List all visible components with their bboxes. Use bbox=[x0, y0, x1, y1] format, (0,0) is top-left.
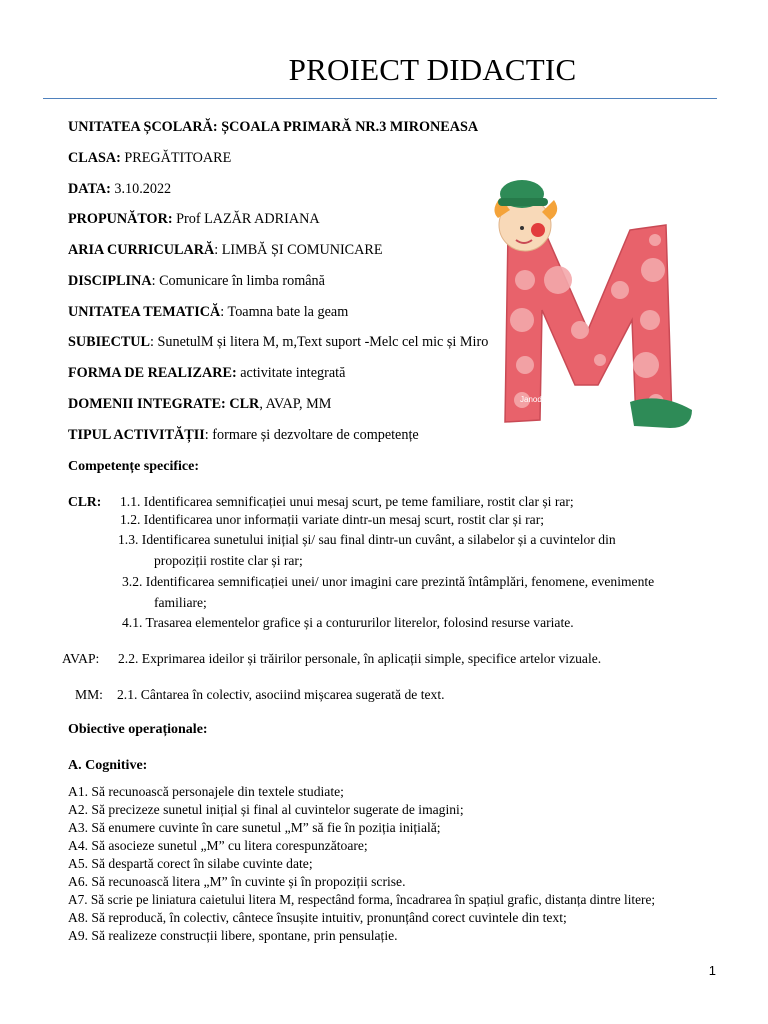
title-rule bbox=[43, 98, 717, 99]
objective-a9: A9. Să realizeze construcții libere, spontane, prin pensulație. bbox=[68, 928, 398, 943]
clown-nose bbox=[531, 223, 545, 237]
field-aria: ARIA CURRICULARĂ: LIMBĂ ȘI COMUNICARE bbox=[68, 242, 383, 258]
field-tipul: TIPUL ACTIVITĂȚII: formare și dezvoltare de competențe bbox=[68, 427, 419, 443]
clr-item-4-cont: familiare; bbox=[154, 595, 207, 610]
objective-a8: A8. Să reproducă, în colectiv, cântece însușite intuitiv, pronunțând corect cuvintele din text; bbox=[68, 910, 567, 925]
field-unitatea-tematica: UNITATEA TEMATICĂ: Toamna bate la geam bbox=[68, 304, 349, 320]
field-subiectul: SUBIECTUL: SunetulM și litera M, m,Text suport -Melc cel mic și Miro bbox=[68, 334, 489, 350]
field-data: DATA: 3.10.2022 bbox=[68, 181, 172, 197]
objective-a1: A1. Să recunoască personajele din textele studiate; bbox=[68, 784, 344, 799]
objective-a7: A7. Să scrie pe liniatura caietului litera M, respectând forma, încadrarea în spațiul grafic, distanța dintre litere; bbox=[68, 892, 656, 907]
brand-label: Janod bbox=[520, 395, 542, 404]
field-clasa: CLASA: PREGĂTITOARE bbox=[68, 150, 232, 166]
clr-item-2: 1.2. Identificarea unor informații variate dintr-un mesaj scurt, rostit clar și rar; bbox=[120, 512, 545, 527]
avap-item: 2.2. Exprimarea ideilor și trăirilor personale, în aplicații simple, specifice artelor vizuale. bbox=[118, 651, 602, 666]
field-forma: FORMA DE REALIZARE: activitate integrată bbox=[68, 365, 346, 381]
field-domenii: DOMENII INTEGRATE: CLR, AVAP, MM bbox=[68, 396, 332, 412]
obiective-heading: Obiective operaționale: bbox=[68, 722, 208, 737]
competente-heading: Competențe specifice: bbox=[68, 459, 200, 474]
cognitive-heading: A. Cognitive: bbox=[68, 758, 148, 773]
clr-item-5: 4.1. Trasarea elementelor grafice și a contururilor literelor, folosind resurse variate. bbox=[122, 615, 574, 630]
page-title: PROIECT DIDACTIC bbox=[288, 52, 577, 87]
mm-item: 2.1. Cântarea în colectiv, asociind mișcarea sugerată de text. bbox=[117, 687, 445, 702]
objective-a4: A4. Să asocieze sunetul „M” cu litera corespunzătoare; bbox=[68, 838, 368, 853]
clown-letter-m-image bbox=[470, 170, 710, 440]
objective-a5: A5. Să despartă corect în silabe cuvinte date; bbox=[68, 856, 313, 871]
clr-item-3: 1.3. Identificarea sunetului inițial și/ sau final dintr-un cuvânt, a silabelor și a cuvintelor din bbox=[118, 532, 616, 547]
objective-a6: A6. Să recunoască litera „M” în cuvinte și în propoziții scrise. bbox=[68, 874, 406, 889]
avap-label: AVAP: bbox=[62, 651, 100, 666]
objective-a2: A2. Să precizeze sunetul inițial și final al cuvintelor sugerate de imagini; bbox=[68, 802, 464, 817]
page-number: 1 bbox=[708, 963, 716, 978]
field-unitatea: UNITATEA ȘCOLARĂ: ȘCOALA PRIMARĂ NR.3 MIRONEASA bbox=[68, 119, 479, 135]
clr-item-4: 3.2. Identificarea semnificației unei/ unor imagini care prezintă întâmplări, fenomene, evenimente bbox=[122, 574, 655, 589]
field-propunator: PROPUNĂTOR: Prof LAZĂR ADRIANA bbox=[68, 211, 320, 227]
objective-a3: A3. Să enumere cuvinte în care sunetul „M” să fie în poziția inițială; bbox=[68, 820, 441, 835]
mm-label: MM: bbox=[75, 687, 103, 702]
clr-item-3-cont: propoziții rostite clar și rar; bbox=[154, 553, 303, 568]
clr-label: CLR: bbox=[68, 494, 102, 509]
clr-item-1: 1.1. Identificarea semnificației unui mesaj scurt, pe teme familiare, rostit clar și rar; bbox=[120, 494, 574, 509]
field-disciplina: DISCIPLINA: Comunicare în limba română bbox=[68, 273, 325, 289]
